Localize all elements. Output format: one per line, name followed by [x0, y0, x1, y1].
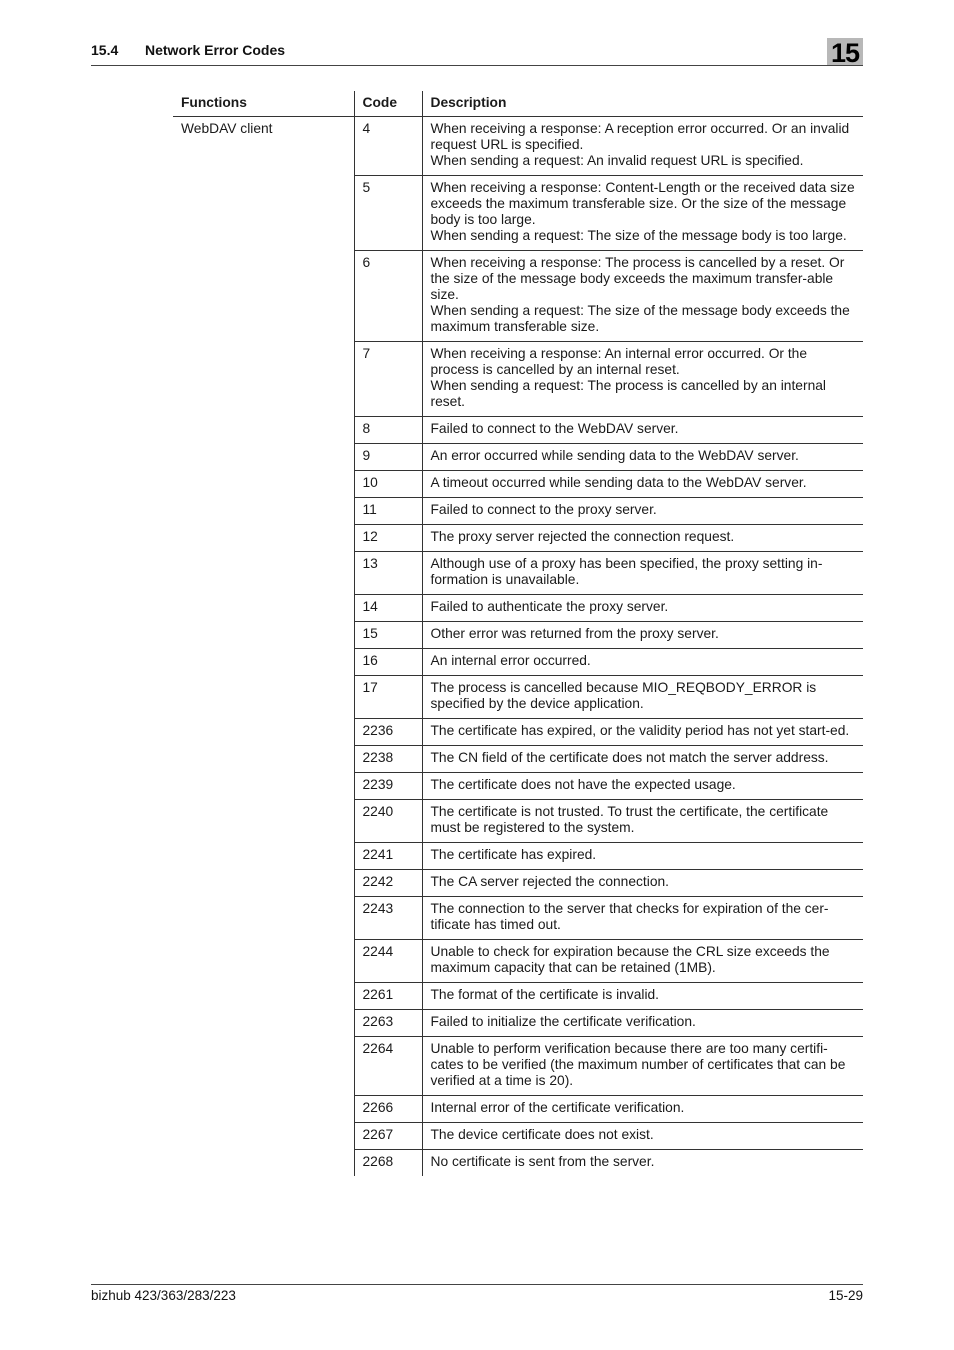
description-cell: [422, 417, 863, 444]
code-cell: 2267: [354, 1123, 422, 1150]
description-cell: [422, 444, 863, 471]
header-divider: [91, 65, 863, 66]
description-line: When receiving a response: The process is cancelled by a reset. Or the size of the message body exceeds the maximum transfer-able size.: [430, 255, 845, 302]
description-cell: [422, 1037, 863, 1096]
description-cell: [422, 1123, 863, 1150]
description-line: When receiving a response: Content-Length or the received data size exceeds the maximum transferable size. Or the size of the message body is too large.: [430, 180, 855, 227]
description-line: Failed to connect to the proxy server.: [430, 502, 657, 517]
description-cell: [422, 870, 863, 897]
code-cell: 4: [354, 117, 422, 176]
description-cell: [422, 983, 863, 1010]
description-line: The device certificate does not exist.: [430, 1127, 654, 1142]
code-cell: 2241: [354, 843, 422, 870]
description-cell: [422, 1096, 863, 1123]
code-cell: 12: [354, 525, 422, 552]
code-cell: 2244: [354, 940, 422, 983]
description-line: Unable to perform verification because there are too many certifi-cates to be verified (the maximum number of certificates that can be verified at a time is 20).: [430, 1041, 846, 1088]
code-cell: 2268: [354, 1150, 422, 1177]
code-cell: 2242: [354, 870, 422, 897]
description-cell: [422, 525, 863, 552]
description-line: When sending a request: The process is cancelled by an internal reset.: [430, 378, 826, 409]
description-cell: [422, 1150, 863, 1177]
code-cell: 2264: [354, 1037, 422, 1096]
code-cell: 2240: [354, 800, 422, 843]
section-heading: [91, 42, 285, 58]
column-header-functions: Functions: [173, 91, 354, 117]
description-line: The certificate has expired, or the validity period has not yet start-ed.: [430, 723, 850, 738]
description-cell: [422, 773, 863, 800]
code-cell: 2261: [354, 983, 422, 1010]
description-cell: [422, 498, 863, 525]
code-cell: 17: [354, 676, 422, 719]
description-line: When receiving a response: An internal error occurred. Or the process is cancelled by an internal reset.: [430, 346, 808, 377]
description-line: Failed to initialize the certificate verification.: [430, 1014, 696, 1029]
code-cell: 5: [354, 176, 422, 251]
description-line: The certificate has expired.: [430, 847, 597, 862]
column-header-code: Code: [354, 91, 422, 117]
description-line: The format of the certificate is invalid.: [430, 987, 660, 1002]
code-cell: 2238: [354, 746, 422, 773]
description-line: When sending a request: An invalid request URL is specified.: [430, 153, 804, 168]
description-cell: [422, 176, 863, 251]
code-cell: 13: [354, 552, 422, 595]
chapter-badge: [827, 38, 863, 65]
description-line: Unable to check for expiration because the CRL size exceeds the maximum capacity that can be retained (1MB).: [430, 944, 830, 975]
code-cell: 16: [354, 649, 422, 676]
function-cell: WebDAV client: [181, 121, 273, 136]
description-line: The CN field of the certificate does not match the server address.: [430, 750, 829, 765]
description-cell: [422, 552, 863, 595]
table-row: [173, 117, 863, 176]
code-cell: 2243: [354, 897, 422, 940]
code-cell: 2266: [354, 1096, 422, 1123]
code-cell: 10: [354, 471, 422, 498]
code-cell: 7: [354, 342, 422, 417]
description-cell: [422, 1010, 863, 1037]
section-title: Network Error Codes: [145, 42, 286, 58]
column-header-description: Description: [422, 91, 863, 117]
code-cell: 2236: [354, 719, 422, 746]
table-header-row: [173, 91, 863, 117]
description-line: The proxy server rejected the connection request.: [430, 529, 735, 544]
code-cell: 15: [354, 622, 422, 649]
section-number: 15.4: [91, 42, 119, 58]
description-line: Other error was returned from the proxy server.: [430, 626, 719, 641]
description-cell: [422, 117, 863, 176]
description-line: A timeout occurred while sending data to the WebDAV server.: [430, 475, 807, 490]
footer-product: bizhub 423/363/283/223: [91, 1288, 236, 1303]
description-line: No certificate is sent from the server.: [430, 1154, 655, 1169]
description-cell: [422, 471, 863, 498]
description-cell: [422, 940, 863, 983]
description-line: When receiving a response: A reception error occurred. Or an invalid request URL is specified.: [430, 121, 850, 152]
description-line: The connection to the server that checks for expiration of the cer-tificate has timed out.: [430, 901, 829, 932]
code-cell: 2239: [354, 773, 422, 800]
table-body: [173, 117, 863, 1177]
description-cell: [422, 719, 863, 746]
description-line: An internal error occurred.: [430, 653, 591, 668]
description-line: An error occurred while sending data to the WebDAV server.: [430, 448, 799, 463]
description-line: The CA server rejected the connection.: [430, 874, 670, 889]
description-cell: [422, 622, 863, 649]
chapter-number: 15: [830, 38, 860, 65]
description-cell: [422, 843, 863, 870]
description-line: Failed to connect to the WebDAV server.: [430, 421, 679, 436]
description-cell: [422, 595, 863, 622]
description-line: Internal error of the certificate verification.: [430, 1100, 685, 1115]
description-cell: [422, 746, 863, 773]
description-line: When sending a request: The size of the message body exceeds the maximum transferable size.: [430, 303, 850, 334]
description-cell: [422, 800, 863, 843]
description-cell: [422, 897, 863, 940]
description-cell: [422, 676, 863, 719]
footer-page-number: 15-29: [828, 1288, 863, 1303]
description-cell: [422, 649, 863, 676]
code-cell: 11: [354, 498, 422, 525]
description-line: The certificate is not trusted. To trust the certificate, the certificate must be registered to the system.: [430, 804, 829, 835]
code-cell: 9: [354, 444, 422, 471]
description-line: When sending a request: The size of the message body is too large.: [430, 228, 847, 243]
description-line: The certificate does not have the expected usage.: [430, 777, 736, 792]
description-line: Failed to authenticate the proxy server.: [430, 599, 669, 614]
description-cell: [422, 251, 863, 342]
code-cell: 8: [354, 417, 422, 444]
code-cell: 2263: [354, 1010, 422, 1037]
error-code-table: [173, 91, 863, 1176]
description-cell: [422, 342, 863, 417]
footer-divider: [91, 1284, 863, 1285]
description-line: Although use of a proxy has been specified, the proxy setting in-formation is unavailable.: [430, 556, 823, 587]
description-line: The process is cancelled because MIO_REQBODY_ERROR is specified by the device application.: [430, 680, 817, 711]
code-cell: 6: [354, 251, 422, 342]
code-cell: 14: [354, 595, 422, 622]
